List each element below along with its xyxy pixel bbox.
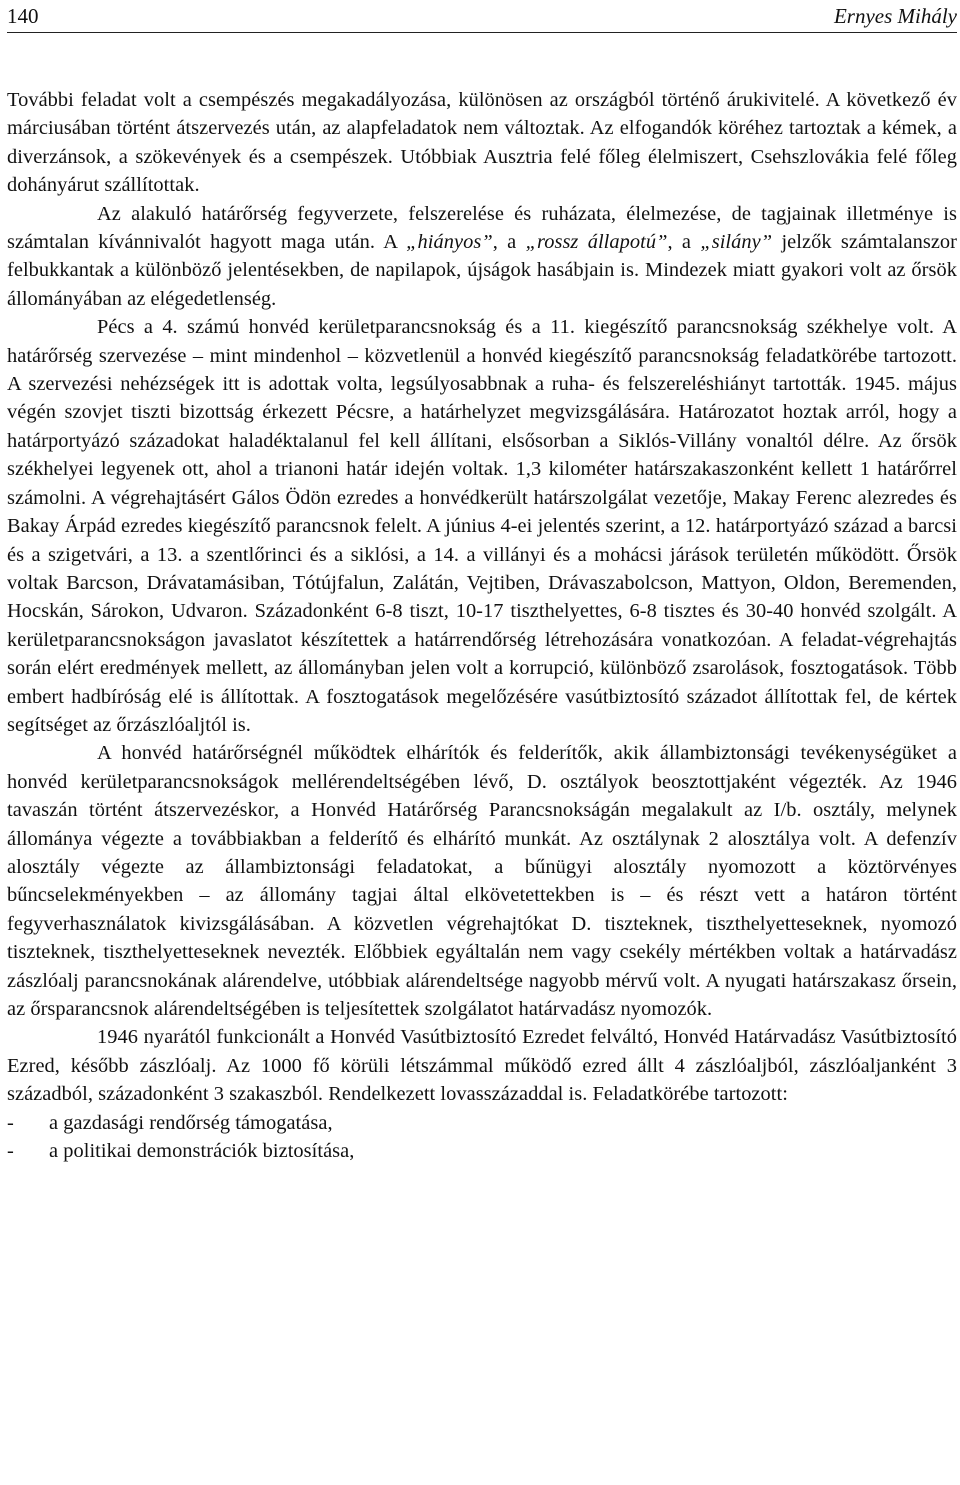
paragraph-2 (7, 200, 957, 314)
task-list (7, 1109, 957, 1166)
paragraph-2-part-d: jelzők számtalanszor felbukkantak a különböző jelentésekben, de napilapok, újságok hasábjain is. Mindezek miatt gyakori volt az őrsök állományában az elégedetlenség. (7, 231, 958, 310)
list-item (7, 1137, 957, 1165)
running-title: Ernyes Mihály (833, 4, 957, 28)
paragraph-3: Pécs a 4. számú honvéd kerületparancsnokság és a 11. kiegészítő parancsnokság székhelye volt. A határőrség szervezése – mint mindenhol – közvetlenül a honvéd kiegészítő parancsnokság feladatkörébe tartozott. A szervezési nehézségek itt is adottak volta, legsúlyosabbnak a ruha- és felszereléshiányt tartották. 1945. május végén szovjet tiszti bizottság érkezett Pécsre, a határhelyzet megvizsgálására. Határozatot hoztak arról, hogy a határportyázó századokat haladéktalanul fel kell állítani, elsősorban a Siklós-Villány vonaltól délre. Az őrsök székhelyei legyenek ott, ahol a trianoni határ idején voltak. 1,3 kilométer határszakaszonként kellett 1 határőrrel számolni. A végrehajtásért Gálos Ödön ezredes a honvédkerült határszolgálat vezetője, Makay Ferenc alezredes és Bakay Árpád ezredes kiegészítő parancsnok felelt. A június 4-ei jelentés szerint, a 12. határportyázó század a barcsi és a szigetvári, a 13. a szentlőrinci és a siklósi, a 14. a villányi és a mohácsi járások területén működött. Őrsök voltak Barcson, Drávatamásiban, Tótújfalun, Zalátán, Vejtiben, Drávaszabolcson, Mattyon, Oldon, Beremenden, Hocskán, Sárokon, Udvaron. Századonként 6-8 tiszt, 10-17 tiszthelyettes, 6-8 tisztes és 30-40 honvéd szolgált. A kerületparancsnokságon javaslatot készítettek a határrendőrség létrehozására vonatkozóan. A feladat-végrehajtás során elért eredmények mellett, az állományban jelen volt a korrupció, különböző zsarolások, fosztogatások. Több embert hadbíróság elé is állítottak. A fosztogatások megelőzésére vasútbiztosító századot állítottak fel, de kértek segítséget az őrzászlóaljtól is. (7, 316, 957, 736)
paragraph-2-part-a: Az alakuló határőrség fegyverzete, felszerelése és ruházata, élelmezése, de tagjainak illetménye is számtalan kívánnivalót hagyott maga után. A (7, 202, 957, 254)
paragraph-4: A honvéd határőrségnél működtek elhárítók és felderítők, akik állambiztonsági tevékenységüket a honvéd kerületparancsnokságok mellérendeltségében lévő, D. osztályok beosztottjaként végezték. Az 1946 tavaszán történt átszervezéskor, a Honvéd Határőrség Parancsnokságán megalakult az I/b. osztály, melynek állománya végezte a továbbiakban a felderítő és elhárító munkát. Az osztálynak 2 alosztálya volt. A defenzív alosztály végezte az állambiztonsági feladatokat, a bűnügyi alosztály nyomozott a köztörvényes bűncselekményekben – az állomány tagjai által elkövetettekben is – és részt vett a határon történt fegyverhasználatok kivizsgálásában. A közvetlen végrehajtókat D. tiszteknek, tiszthelyetteseknek, nyomozó tiszteknek, tiszthelyetteseknek nevezték. Előbbiek egyáltalán nem vagy csekély mértékben voltak a határvadász zászlóalj parancsnokának alárendelve, utóbbiak alárendeltsége nagyobb mérvű volt. A nyugati határszakasz őrsein, az őrsparancsnok alárendeltségében is teljesítettek szolgálatot határvadász nyomozók. (7, 742, 957, 1020)
paragraph-2-part-b: , a (492, 231, 526, 254)
paragraph-5: 1946 nyarától funkcionált a Honvéd Vasútbiztosító Ezredet felváltó, Honvéd Határvadász Vasútbiztosító Ezred, később zászlóalj. Az 1000 fő körüli létszámmal működő ezred állt 4 zászlóaljból, zászlóaljanként 3 századból, századonként 3 szakaszból. Rendelkezett lovasszázaddal is. Feladatkörébe tartozott: (7, 1026, 957, 1106)
list-item-text: a gazdasági rendőrség támogatása, (49, 1111, 333, 1134)
quote-silany: „silány” (700, 231, 773, 254)
list-dash: - (7, 1111, 14, 1134)
header-rule (7, 32, 957, 33)
page-number: 140 (7, 4, 39, 28)
quote-rossz-allapotu: „rossz állapotú” (525, 231, 668, 254)
list-dash: - (7, 1140, 14, 1163)
body-text (7, 86, 957, 1165)
page-header (7, 0, 957, 32)
paragraph-1: További feladat volt a csempészés megakadályozása, különösen az országból történő árukivitelé. A következő év márciusában történt átszervezés után, az alapfeladatok nem változtak. Az elfogandók köréhez tartoztak a kémek, a diverzánsok, a szökevények és a csempészek. Utóbbiak Ausztria felé főleg élelmiszert, Csehszlovákia felé főleg dohányárut szállítottak. (7, 89, 957, 197)
list-item (7, 1109, 957, 1137)
list-item-text: a politikai demonstrációk biztosítása, (49, 1140, 355, 1163)
quote-hianyos: „hiányos” (406, 231, 493, 254)
paragraph-2-part-c: , a (667, 231, 701, 254)
document-page (7, 0, 958, 1163)
